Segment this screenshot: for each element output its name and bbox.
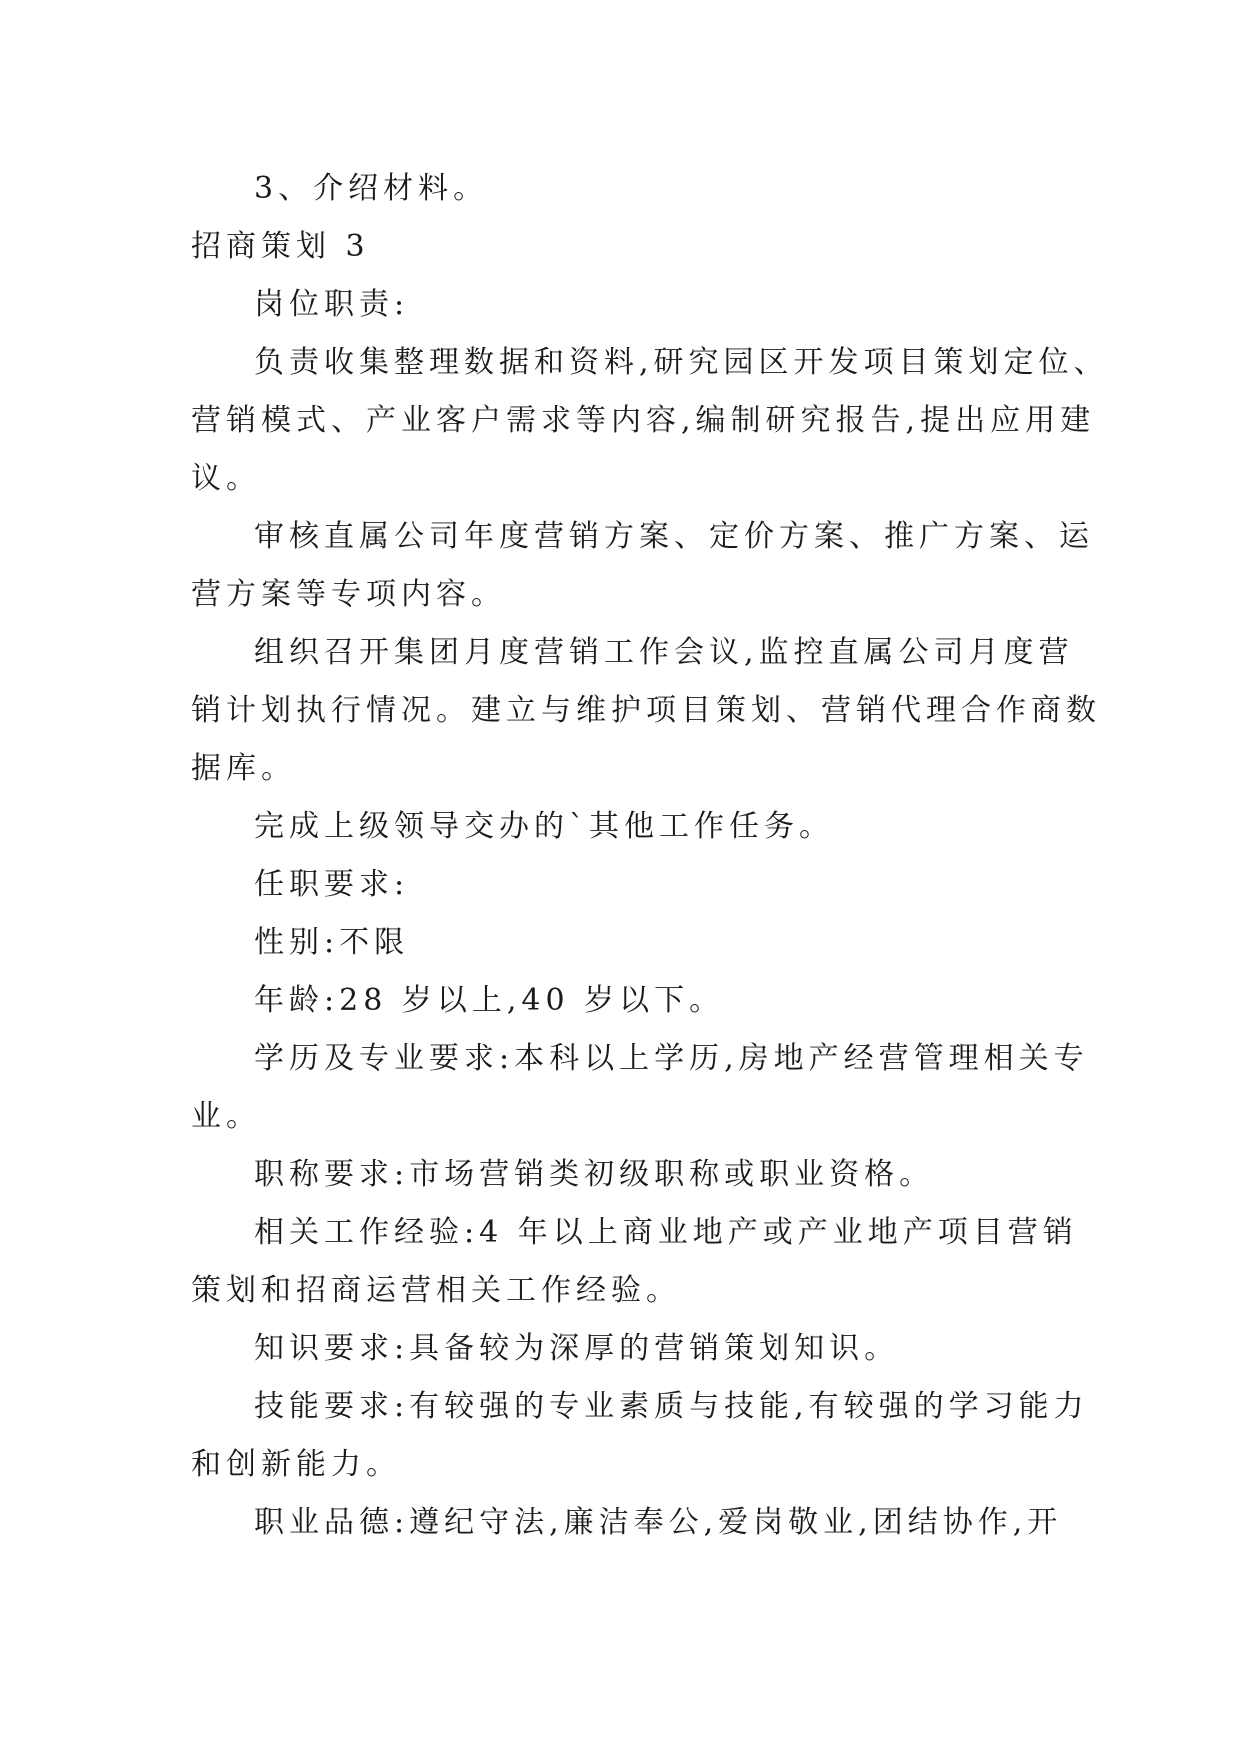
text-line: 任职要求: <box>254 867 410 902</box>
text-line: 营方案等专项内容。 <box>191 577 506 612</box>
text-line: 职业品德:遵纪守法,廉洁奉公,爱岗敬业,团结协作,开 <box>254 1505 1063 1540</box>
text-line: 组织召开集团月度营销工作会议,监控直属公司月度营 <box>254 635 1074 670</box>
text-line: 完成上级领导交办的`其他工作任务。 <box>254 809 834 844</box>
text-line: 议。 <box>191 461 261 496</box>
text-line: 销计划执行情况。建立与维护项目策划、营销代理合作商数 <box>191 693 1101 728</box>
text-line: 职称要求:市场营销类初级职称或职业资格。 <box>254 1157 935 1192</box>
text-line: 性别:不限 <box>254 925 410 960</box>
text-line: 知识要求:具备较为深厚的营销策划知识。 <box>254 1331 900 1366</box>
document-body <box>191 160 1109 1552</box>
text-line: 招商策划 3 <box>191 229 370 264</box>
text-line: 负责收集整理数据和资料,研究园区开发项目策划定位、 <box>254 345 1109 380</box>
text-line: 3、介绍材料。 <box>254 171 489 206</box>
text-line: 业。 <box>191 1099 261 1134</box>
text-line: 学历及专业要求:本科以上学历,房地产经营管理相关专 <box>254 1041 1089 1076</box>
text-line: 年龄:28 岁以上,40 岁以下。 <box>254 983 725 1018</box>
text-line: 据库。 <box>191 751 296 786</box>
text-line: 审核直属公司年度营销方案、定价方案、推广方案、运 <box>254 519 1094 554</box>
text-line: 技能要求:有较强的专业素质与技能,有较强的学习能力 <box>254 1389 1089 1424</box>
text-line: 营销模式、产业客户需求等内容,编制研究报告,提出应用建 <box>191 403 1096 438</box>
text-line: 和创新能力。 <box>191 1447 401 1482</box>
text-line: 相关工作经验:4 年以上商业地产或产业地产项目营销 <box>254 1215 1078 1250</box>
text-line: 策划和招商运营相关工作经验。 <box>191 1273 681 1308</box>
text-line: 岗位职责: <box>254 287 410 322</box>
